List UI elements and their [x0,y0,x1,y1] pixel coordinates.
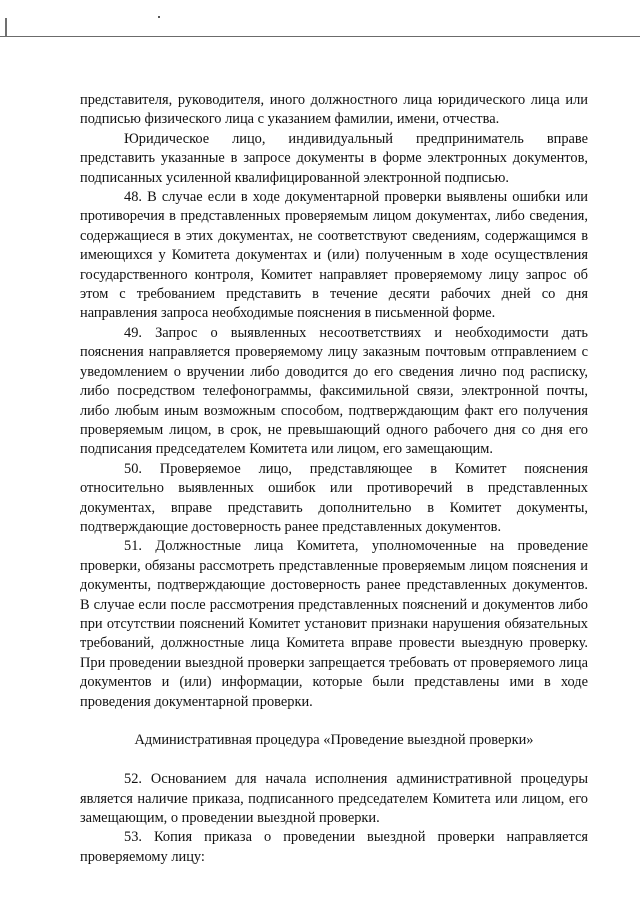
paragraph-51: 51. Должностные лица Комитета, уполномоченные на проведение проверки, обязаны рассмотреть представленные проверяемым лицом пояснения и документы, подтверждающие достоверность ранее представленных документов. В случае если после рассмотрения представленных пояснений и документов либо при отсутствии пояснений Комитет установит признаки нарушения обязательных требований, должностные лица Комитета вправе провести выездную проверку. При проведении выездной проверки запрещается требовать от проверяемого лица документов и (или) информации, которые были представлены ими в ходе проведения документарной проверки. [80,538,588,710]
paragraph-legal-entity: Юридическое лицо, индивидуальный предприниматель вправе представить указанные в запросе документы в форме электронных документов, подписанных усиленной квалифицированной электронной подписью. [80,130,588,186]
paragraph-48: 48. В случае если в ходе документарной проверки выявлены ошибки или противоречия в представленных проверяемым лицом документах, либо сведения, содержащиеся в этих документах, не соответствуют сведениям, содержащимся в имеющихся у Комитета документах и (или) полученным в ходе осуществления государственного контроля, Комитет направляет проверяемому лицу запрос об этом с требованием представить в течение десяти рабочих дней со дня направления запроса необходимые пояснения в письменной форме. [80,189,588,322]
paragraph-50: 50. Проверяемое лицо, представляющее в Комитет пояснения относительно выявленных ошибок или противоречий в представленных документах, вправе представить дополнительно в Комитет документы, подтверждающие достоверность ранее представленных документов. [80,460,588,535]
document-body [80,91,588,867]
scan-speck [158,16,160,18]
scan-header-line [0,36,640,37]
section-heading: Административная процедура «Проведение выездной проверки» [134,732,534,749]
paragraph-52: 52. Основанием для начала исполнения административной процедуры является наличие приказа, подписанного председателем Комитета или лицом, его замещающим, о проведении выездной проверки. [80,771,588,826]
paragraph-49: 49. Запрос о выявленных несоответствиях и необходимости дать пояснения направляется проверяемому лицу заказным почтовым отправлением с уведомлением о вручении либо доводится до его сведения лично под расписку, либо посредством телефонограммы, факсимильной связи, электронной почты, либо любым иным возможным способом, подтверждающим факт его получения проверяемым лицом, в срок, не превышающий одного рабочего дня со дня его подписания председателем Комитета или лицом, его замещающим. [80,324,588,458]
paragraph-53: 53. Копия приказа о проведении выездной проверки направляется проверяемому лицу: [80,829,588,865]
scan-edge-mark [5,18,7,36]
paragraph-continuation: представителя, руководителя, иного должностного лица юридического лица или подписью физического лица с указанием фамилии, имени, отчества. [80,92,588,128]
